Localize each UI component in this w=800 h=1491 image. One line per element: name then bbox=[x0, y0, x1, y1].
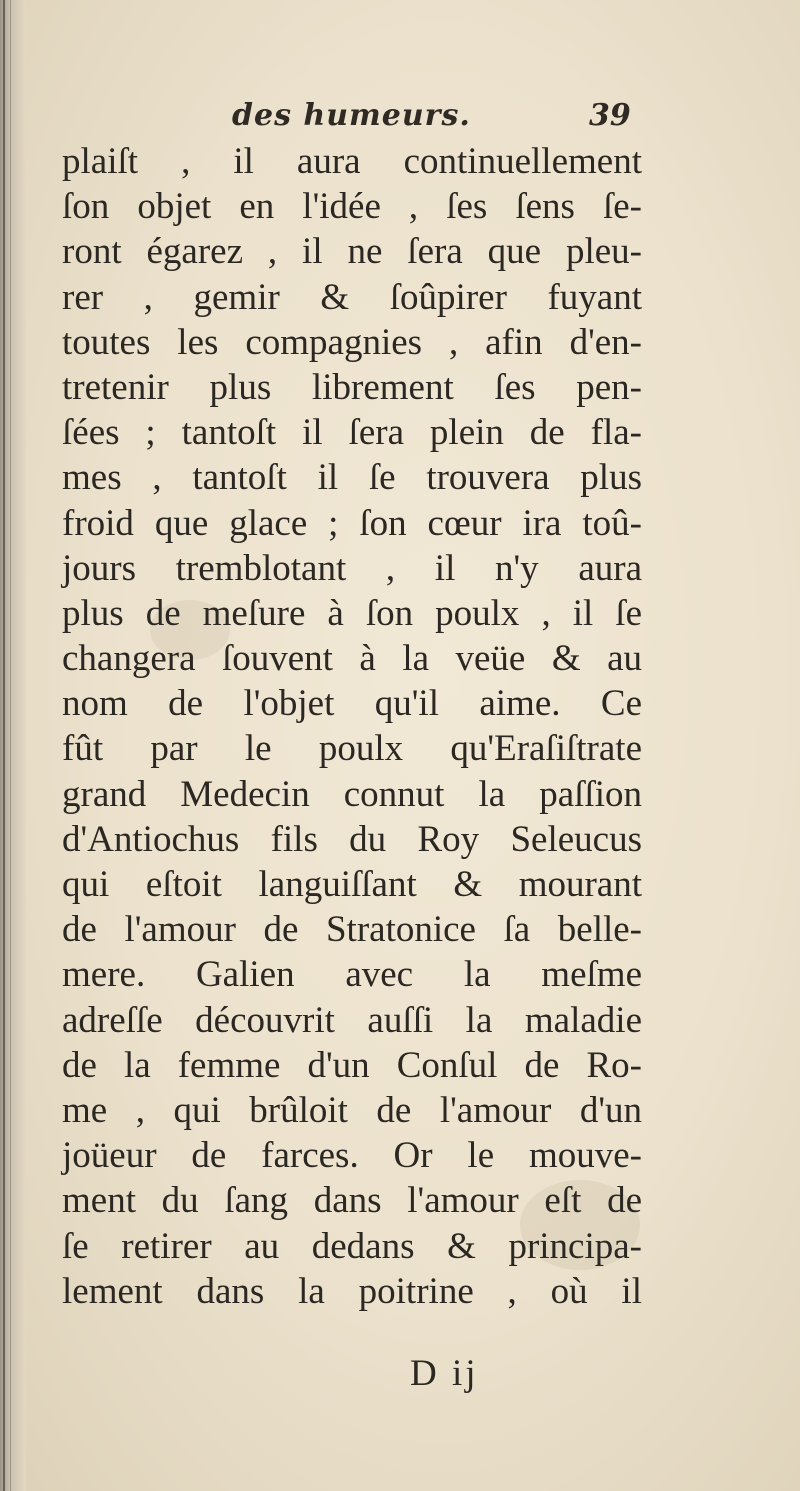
binding-shadow-line bbox=[10, 0, 11, 1491]
text-line: tretenir plus librement ſes pen- bbox=[62, 366, 642, 408]
signature-mark: D ij bbox=[410, 1353, 479, 1394]
text-line: ſées ; tantoſt il ſera plein de fla- bbox=[62, 412, 642, 454]
text-line: qui eſtoit languiſſant & mourant bbox=[62, 864, 642, 905]
page-number: 39 bbox=[589, 98, 631, 133]
body-text bbox=[62, 139, 642, 1314]
text-line: d'Antiochus fils du Roy Seleucus bbox=[62, 818, 642, 860]
text-line: rer , gemir & ſoûpirer fuyant bbox=[62, 276, 642, 318]
text-line: changera ſouvent à la veüe & au bbox=[62, 638, 642, 680]
text-line: adreſſe découvrit auſſi la maladie bbox=[62, 999, 642, 1041]
text-line: mere. Galien avec la meſme bbox=[62, 954, 642, 996]
text-line: de la femme d'un Conſul de Ro- bbox=[62, 1044, 642, 1086]
text-line: jours tremblotant , il n'y aura bbox=[62, 547, 642, 589]
text-line: ſon objet en l'idée , ſes ſens ſe- bbox=[62, 186, 642, 228]
text-line: de l'amour de Stratonice ſa belle- bbox=[62, 909, 642, 951]
text-line: froid que glace ; ſon cœur ira toû- bbox=[62, 502, 642, 544]
text-line: toutes les compagnies , afin d'en- bbox=[62, 321, 642, 363]
text-line: fût par le poulx qu'Eraſiſtrate bbox=[62, 728, 642, 770]
text-line: ront égarez , il ne ſera que pleu- bbox=[62, 231, 642, 273]
text-line: lement dans la poitrine , où il bbox=[62, 1270, 642, 1312]
text-line: plus de meſure à ſon poulx , il ſe bbox=[62, 592, 642, 634]
text-line: nom de l'objet qu'il aime. Ce bbox=[62, 683, 642, 725]
binding-edge-line bbox=[3, 0, 5, 1491]
running-head-title: des humeurs. bbox=[232, 98, 471, 133]
text-line: plaiſt , il aura continuellement bbox=[62, 141, 642, 182]
text-line: mes , tantoſt il ſe trouvera plus bbox=[62, 457, 642, 499]
text-line: ment du ſang dans l'amour eſt de bbox=[62, 1180, 642, 1222]
text-line: grand Medecin connut la paſſion bbox=[62, 773, 642, 815]
text-line: me , qui brûloit de l'amour d'un bbox=[62, 1089, 642, 1131]
text-line: joüeur de farces. Or le mouve- bbox=[62, 1135, 642, 1177]
text-line: ſe retirer au dedans & principa- bbox=[62, 1225, 642, 1267]
